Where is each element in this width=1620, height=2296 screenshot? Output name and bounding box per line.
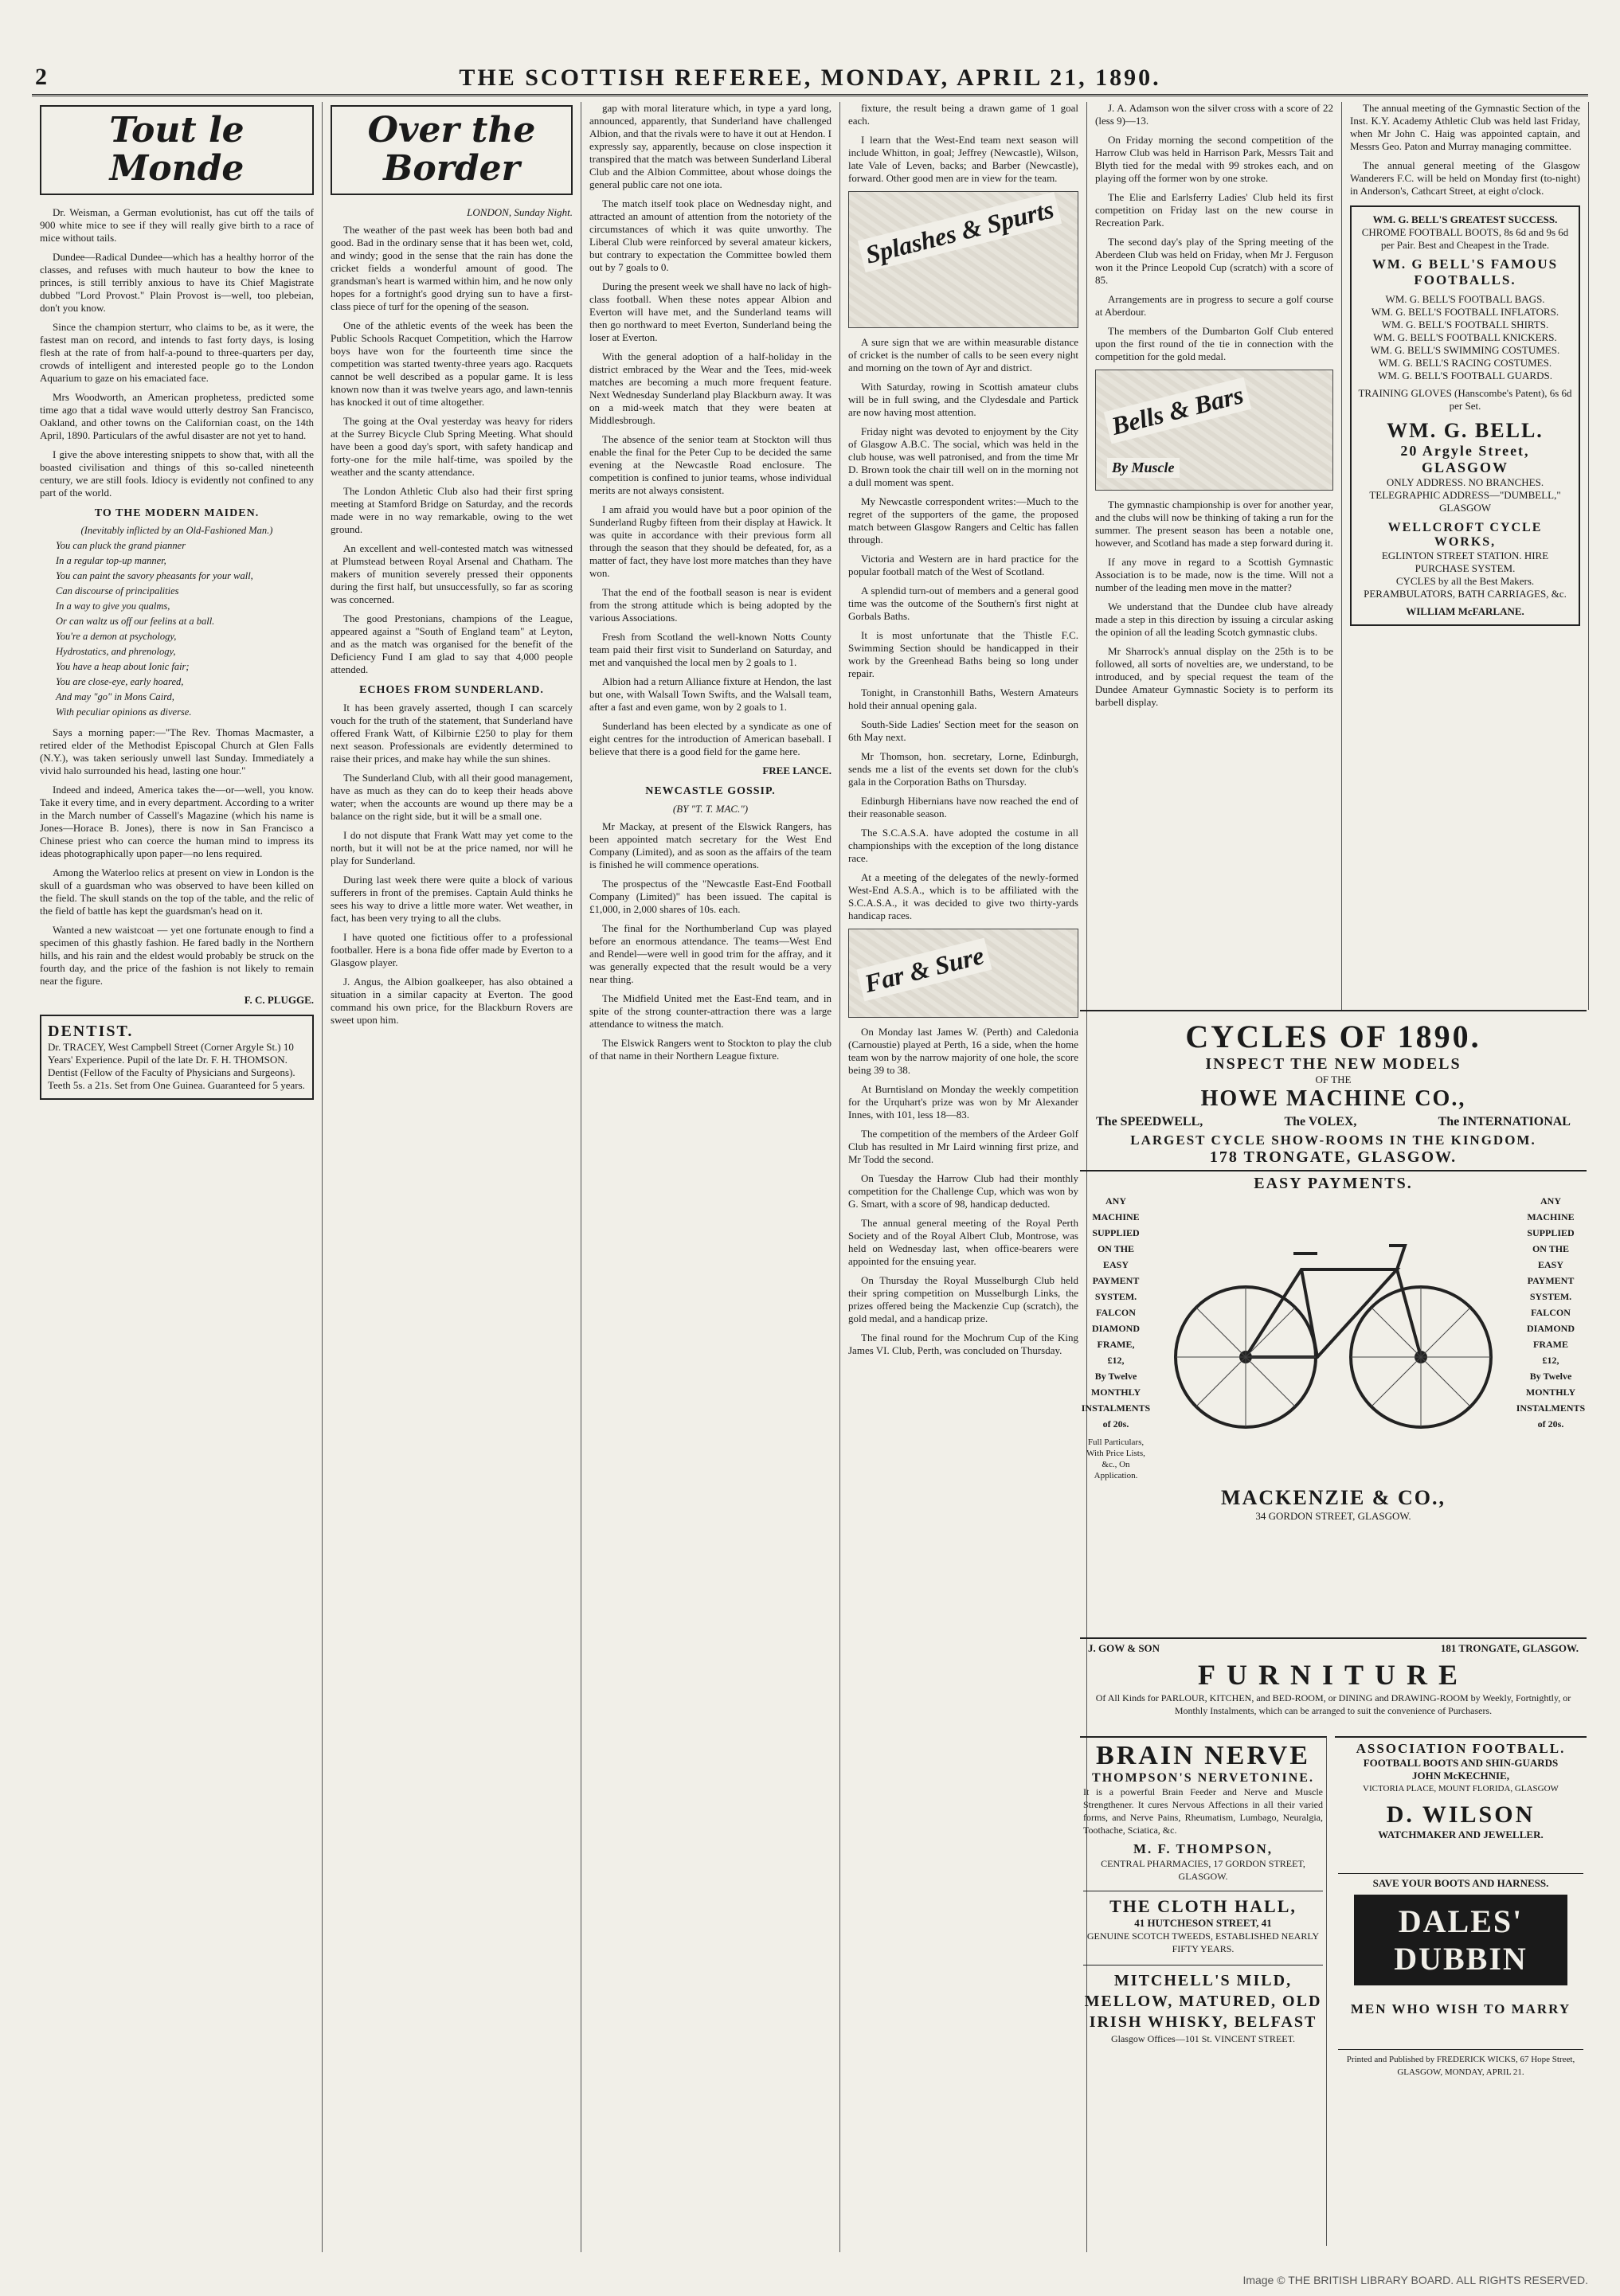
paragraph: Fresh from Scotland the well-known Notts County team paid their first visit to Sunderland on Saturday, and met and vanquished the local men by 2 goals to 1.: [589, 631, 832, 668]
easy-payments-right: [1515, 1193, 1587, 1432]
bell-item: WM. G. BELL'S RACING COSTUMES.: [1378, 357, 1552, 369]
paragraph: Dundee—Radical Dundee—which has a healthy horror of the classes, and refuses with much hauteur to bow the knee to princes, is still terribly anxious to have its Chief Magistrate dubbed "Lord Provost." Plain Provost is—well, too plebeian, don't you know.: [40, 250, 314, 314]
easy-payments-title: EASY PAYMENTS.: [1080, 1170, 1587, 1193]
column-splashes-golf: [840, 102, 1087, 2252]
paragraph: I do not dispute that Frank Watt may yet come to the north, but it will not be at the price named, nor will he play for Sunderland.: [331, 828, 573, 866]
payment-term: £12,: [1107, 1355, 1125, 1366]
paragraph: Says a morning paper:—"The Rev. Thomas Macmaster, a retired elder of the Methodist Episcopal Church at Glen Falls (N.Y.), was taken seriously unwell last Sunday. Immediately a vivid halo surrounded his head, lasting one hour.": [40, 726, 314, 776]
furniture-header-left: J. GOW & SON: [1088, 1642, 1160, 1654]
paragraph: Mr Mackay, at present of the Elswick Rangers, has been appointed match secretary for the West End Company (Limited), and as soon as the affairs of the team is finished he will commence operations.: [589, 820, 832, 870]
payment-term: ON THE: [1532, 1243, 1570, 1254]
payment-term: INSTALMENTS: [1516, 1402, 1586, 1414]
paragraph: At a meeting of the delegates of the newly-formed West-End A.S.A., which is to be affiliated with the S.C.A.S.A., it was decided to give two thirty-yards handicap races.: [848, 871, 1078, 921]
cycles-advert: [1080, 1010, 1587, 1633]
bell-address: 20 Argyle Street, GLASGOW: [1400, 443, 1530, 475]
mcfarlane-name: WILLIAM McFARLANE.: [1406, 605, 1524, 617]
brain-nerve-text: It is a powerful Brain Feeder and Nerve and Muscle Strengthener. It cures Nervous Affections in all their varied forms, and Nerve Pains, Rheumatism, Lumbago, Neuralgia, Toothache, Sciatica, &c.: [1083, 1786, 1323, 1836]
mitchell-offices: Glasgow Offices—101 St. VINCENT STREET.: [1110, 2033, 1296, 2044]
payment-term: SUPPLIED: [1092, 1227, 1140, 1238]
payment-term: PAYMENT: [1092, 1275, 1140, 1286]
paragraph: Mr Thomson, hon. secretary, Lorne, Edinburgh, sends me a list of the events set down for the club's gala in the Corporation Baths on Thursday.: [848, 750, 1078, 788]
paragraph: That the end of the football season is near is evident from the strong attitude which is being adopted by the various Associations.: [589, 586, 832, 624]
paragraph: Albion had a return Alliance fixture at Hendon, the last but one, with Walsall Town Swifts, and the Walsall team, after a fast and even game, won by 2 goals to 1.: [589, 675, 832, 713]
payment-term: SUPPLIED: [1527, 1227, 1575, 1238]
bells-and-bars-illustration: [1095, 370, 1333, 491]
paragraph: One of the athletic events of the week has been the Public Schools Racquet Competition, which the Harrow boys have won for the fourteenth time since the competition was started twenty-three years ago. Racquets cannot be well described as a popular game. It is less known now than it was twelve years ago, and lawn-tennis has knocked it out of time altogether.: [331, 319, 573, 408]
paragraph: The London Athletic Club also had their first spring meeting at Stamford Bridge on Saturday, and the records made were in no way remarkable, owing to the wet ground.: [331, 484, 573, 535]
section-heading-tout-le-monde: Tout le Monde: [40, 105, 314, 195]
paragraph: Dr. Weisman, a German evolutionist, has cut off the tails of 900 white mice to see if they will really give birth to a race of mice without tails.: [40, 205, 314, 244]
paragraph: The annual meeting of the Gymnastic Section of the Inst. K.Y. Academy Athletic Club was held last Friday, when Mr John C. Haig was appointed captain, and Messrs Geo. Paton and Murray managing committee.: [1350, 102, 1580, 152]
paragraph: The Midfield United met the East-End team, and in spite of the strong counter-attraction there was a large attendance to witness the match.: [589, 992, 832, 1030]
full-particulars: Full Particulars, With Price Lists, &c., On Application.: [1086, 1437, 1145, 1480]
paragraph: At Burntisland on Monday the weekly competition for the Urquhart's prize was won by Mr Alexander Innes, with 101, less 18—83.: [848, 1083, 1078, 1121]
paragraph: We understand that the Dundee club have already made a step in this direction by issuing a circular asking the opinion of all the leading Scotch gymnastic clubs.: [1095, 600, 1333, 638]
poem-line: With peculiar opinions as diverse.: [56, 706, 192, 718]
brain-nerve-brand: THOMPSON'S NERVETONINE.: [1092, 1771, 1314, 1785]
bell-item: WM. G. BELL'S SWIMMING COSTUMES.: [1370, 344, 1560, 356]
cloth-hall-text: GENUINE SCOTCH TWEEDS, ESTABLISHED NEARLY FIFTY YEARS.: [1086, 1930, 1320, 1954]
paragraph: The Elswick Rangers went to Stockton to play the club of that name in their Northern League fixture.: [589, 1037, 832, 1062]
wellcroft-works-text: CYCLES by all the Best Makers. PERAMBULATORS, BATH CARRIAGES, &c.: [1364, 575, 1567, 600]
bell-training-gloves: TRAINING GLOVES (Hanscombe's Patent), 6s 6d per Set.: [1358, 387, 1572, 412]
poem-line: In a regular top-up manner,: [56, 554, 166, 566]
cloth-hall-title: THE CLOTH HALL,: [1083, 1891, 1323, 1917]
paragraph: I learn that the West-End team next season will include Whitton, in goal; Jeffrey (Newcastle), Wilson, late Vale of Leven, backs; and Barber (Newcastle), forward. Other good men are in view for the team.: [848, 134, 1078, 184]
paragraph: Sunderland has been elected by a syndicate as one of eight centres for the introduction of American baseball. I believe that there is a good field for the game here.: [589, 720, 832, 757]
paragraph: The S.C.A.S.A. have adopted the costume in all championships with the exception of the long distance race.: [848, 827, 1078, 864]
cycle-model: The INTERNATIONAL: [1438, 1115, 1571, 1128]
paragraph: During the present week we shall have no lack of high-class football. When these notes appear Albion and Everton will have met, and the Sunderland teams will then go northward to meet Everton, Sunderland being the loser at Everton.: [589, 280, 832, 343]
payment-term: SYSTEM.: [1529, 1291, 1572, 1302]
payment-term: MACHINE: [1527, 1211, 1575, 1222]
paragraph: The good Prestonians, champions of the League, appeared against a "South of England team" at Leyton, and as the match was organised for the benefit of the Deficiency Fund I am glad to say that 4,000 people attended.: [331, 612, 573, 675]
bell-advert: [1350, 205, 1580, 626]
paragraph: Victoria and Western are in hard practice for the popular football match of the West of Scotland.: [848, 553, 1078, 577]
column-gymnastics: [1087, 102, 1342, 1010]
poem-subtitle: (Inevitably inflicted by an Old-Fashioned Man.): [80, 524, 273, 536]
dentist-advert: [40, 1015, 314, 1100]
bell-item: WM. G. BELL'S FOOTBALL INFLATORS.: [1371, 306, 1559, 318]
brain-nerve-title: BRAIN NERVE: [1096, 1741, 1310, 1770]
payment-term: PAYMENT: [1527, 1275, 1575, 1286]
paragraph: The final for the Northumberland Cup was played before an enormous attendance. The teams—West End and Rendel—were well in good trim for the affray, and it was generally expected that the result would be a very near thing.: [589, 922, 832, 985]
paragraph: gap with moral literature which, in type a yard long, announced, apparently, that Sunderland have challenged Albion, and that the rivals were to have it out at Hendon. I expressly say, apparently, because on close inspection it transpired that the match was between Sunderland Liberal Club and the Albion Committee, about whose doings the general public care not one iota.: [589, 102, 832, 190]
cycles-maker-address: 34 GORDON STREET, GLASGOW.: [1255, 1510, 1411, 1522]
dateline: LONDON, Sunday Night.: [467, 205, 573, 218]
cloth-hall-address: 41 HUTCHESON STREET, 41: [1134, 1917, 1272, 1929]
association-address: VICTORIA PLACE, MOUNT FLORIDA, GLASGOW: [1363, 1784, 1559, 1793]
paragraph: Tonight, in Cranstonhill Baths, Western Amateurs hold their annual opening gala.: [848, 686, 1078, 711]
paragraph: Among the Waterloo relics at present on view in London is the skull of a guardsman who was observed to have been killed on the field. The skull stands on the top of the table, and the relic of the field of battle has kept the guardsman's head on it.: [40, 866, 314, 917]
bell-item: WM. G. BELL'S FOOTBALL GUARDS.: [1378, 370, 1552, 381]
paragraph: It is most unfortunate that the Thistle F.C. Swimming Section should be handicapped in their work by the Greenhead Baths being so long under repair.: [848, 629, 1078, 679]
cycle-model: The SPEEDWELL,: [1096, 1115, 1203, 1128]
paragraph: The gymnastic championship is over for another year, and the clubs will now be thinking of taking a run for the summer. The present season has been a notable one, however, and Scotland has made a step forward during it.: [1095, 499, 1333, 549]
payment-term: By Twelve: [1094, 1371, 1137, 1382]
paragraph: I am afraid you would have but a poor opinion of the Sunderland Rugby fifteen from their display at Hawick. It was quite in accordance with their previous form all through the season that they should be defeated, for, as a matter of fact, they have lost more matches than they have won.: [589, 503, 832, 579]
paragraph: J. Angus, the Albion goalkeeper, has also obtained a situation in a similar capacity at Everton. The good command his own price, for the Blackburn Rovers are sweet upon him.: [331, 975, 573, 1026]
payment-term: £12,: [1542, 1355, 1559, 1366]
paragraph: Mrs Woodworth, an American prophetess, predicted some time ago that a tidal wave would utterly destroy San Francisco, Oakland, and other towns on the Californian coast, on the 14th April, 1890. Particulars of the awful disaster are not yet to hand.: [40, 390, 314, 441]
paragraph: South-Side Ladies' Section meet for the season on 6th May next.: [848, 718, 1078, 743]
paragraph: I have quoted one fictitious offer to a professional footballer. Here is a bona fide offer made by Everton to a Glasgow player.: [331, 930, 573, 968]
payment-term: ANY: [1540, 1195, 1561, 1207]
newspaper-title: THE SCOTTISH REFEREE, MONDAY, APRIL 21, 1890.: [459, 65, 1161, 91]
poem-line: You have a heap about Ionic fair;: [56, 660, 190, 672]
lower-middle-adverts: [1080, 1736, 1327, 2246]
wellcroft-works: WELLCROFT CYCLE WORKS,: [1387, 521, 1543, 549]
paragraph: The weather of the past week has been both bad and good. Bad in the ordinary sense that it has been wet, cold, and windy; good in the sense that the rain has done the cricket fields a wonderful amount of good. The grandsman's heart is warmed within him, and he now only hopes for a fortnight's good drying sun to have a first-class piece of turf for the opening of the season.: [331, 223, 573, 312]
payment-term: ANY: [1105, 1195, 1126, 1207]
dales-dubbin-logo: DALES' DUBBIN: [1354, 1895, 1567, 1985]
payment-term: EASY: [1537, 1259, 1563, 1270]
dentist-advert-text: Dr. TRACEY, West Campbell Street (Corner Argyle St.) 10 Years' Experience. Pupil of the late Dr. F. H. THOMSON. Dentist (Fellow of the Faculty of Physicians and Surgeons). Teeth 5s. a 21s. Set from One Guinea. Guaranteed for 5 years.: [48, 1040, 305, 1091]
dentist-advert-title: DENTIST.: [48, 1022, 134, 1040]
poem-line: In a way to give you qualms,: [56, 600, 170, 612]
payment-term: DIAMOND: [1092, 1323, 1140, 1334]
payment-term: SYSTEM.: [1094, 1291, 1137, 1302]
bicycle-icon: [1166, 1198, 1501, 1437]
paragraph: The match itself took place on Wednesday night, and attracted an amount of attention from the notoriety of the circumstances of which it was quite unworthy. The Liberal Club were reinforced by several amateur kickers, but contrary to expectation the Committee bowled them out by 7 goals to 0.: [589, 198, 832, 273]
paragraph: The second day's play of the Spring meeting of the Aberdeen Club was held on Friday, when Mr J. Ferguson won it the Prince Leopold Cup (scratch) with a score of 85.: [1095, 236, 1333, 286]
cycles-showrooms: LARGEST CYCLE SHOW-ROOMS IN THE KINGDOM.: [1130, 1132, 1536, 1148]
paragraph: fixture, the result being a drawn game of 1 goal each.: [848, 102, 1078, 127]
paragraph: The Elie and Earlsferry Ladies' Club held its first competition on Friday last on the new course in Recreation Park.: [1095, 191, 1333, 229]
paragraph: A sure sign that we are within measurable distance of cricket is the number of calls to be seen every night and morning on the town of Ayr and district.: [848, 336, 1078, 374]
bell-name: WM. G. BELL.: [1387, 419, 1544, 442]
paragraph: With Saturday, rowing in Scottish amateur clubs will be in full swing, and the Clydesdale and Partick are now having most attention.: [848, 381, 1078, 418]
lower-right-adverts: [1335, 1736, 1587, 2246]
column-over-the-border: [323, 102, 581, 2252]
paragraph: The annual general meeting of the Royal Perth Society and of the Royal Albert Club, Montrose, was held on Wednesday last, when office-bearers were appointed for the ensuing year.: [848, 1217, 1078, 1267]
paragraph: It has been gravely asserted, though I can scarcely vouch for the truth of the statement, that Sunderland have offered Frank Watt, of Kilbirnie £250 to play for them next season. Professionals are evidently determined to raise their prices, and make hay while the sun shines.: [331, 701, 573, 765]
paragraph: J. A. Adamson won the silver cross with a score of 22 (less 9)—13.: [1095, 102, 1333, 127]
brain-nerve-maker: M. F. THOMPSON,: [1133, 1841, 1273, 1856]
bell-item: WM. G. BELL'S FOOTBALL KNICKERS.: [1373, 331, 1557, 343]
bell-advert-subtitle: CHROME FOOTBALL BOOTS, 8s 6d and 9s 6d per Pair. Best and Cheapest in the Trade.: [1361, 226, 1569, 251]
far-and-sure-illustration: [848, 929, 1078, 1018]
illustration-title: Splashes & Spurts: [858, 192, 1062, 272]
payment-term: of 20s.: [1102, 1418, 1129, 1430]
payment-term: MONTHLY: [1090, 1387, 1141, 1398]
cycles-title: CYCLES OF 1890.: [1185, 1019, 1481, 1054]
payment-term: FRAME,: [1097, 1339, 1135, 1350]
paragraph: My Newcastle correspondent writes:—Much to the regret of the supporters of the game, the proposed match between Glasgow Rangers and Celtic has fallen through.: [848, 495, 1078, 546]
furniture-header-right: 181 TRONGATE, GLASGOW.: [1440, 1642, 1579, 1654]
paragraph: The absence of the senior team at Stockton will thus enable the final for the Peter Cup to be decided the same evening at the Newcastle Road enclosure. The competition is confined to junior teams, whose individual merits are not always consistent.: [589, 433, 832, 496]
easy-payments-left: [1080, 1193, 1152, 1481]
author-signature: FREE LANCE.: [762, 765, 832, 776]
paragraph: The members of the Dumbarton Golf Club entered upon the first round of the tie in connection with the competition for the gold medal.: [1095, 325, 1333, 362]
splashes-spurts-illustration: [848, 191, 1078, 328]
bell-address-sub: ONLY ADDRESS. NO BRANCHES.: [1386, 476, 1544, 488]
brain-nerve-maker-sub: CENTRAL PHARMACIES, 17 GORDON STREET, GLASGOW.: [1101, 1858, 1305, 1882]
paragraph: Arrangements are in progress to secure a golf course at Aberdour.: [1095, 293, 1333, 318]
cycles-of-the: OF THE: [1315, 1074, 1352, 1085]
paragraph: A splendid turn-out of members and a general good time was the outcome of the Southern's first night at Gorbals Baths.: [848, 585, 1078, 622]
bell-telegraphic: TELEGRAPHIC ADDRESS—"DUMBELL," GLASGOW: [1369, 489, 1561, 514]
wilson-trade: WATCHMAKER AND JEWELLER.: [1378, 1829, 1544, 1840]
paragraph: On Tuesday the Harrow Club had their monthly competition for the Challenge Cup, which was won by G. Smart, with a score of 98, handicap deducted.: [848, 1172, 1078, 1210]
poem-line: You can pluck the grand pianner: [56, 539, 186, 551]
cycles-maker: MACKENZIE & CO.,: [1221, 1486, 1446, 1509]
furniture-advert: [1080, 1637, 1587, 1727]
paragraph: Friday night was devoted to enjoyment by the City of Glasgow A.B.C. The social, which was held in the club house, was well patronised, and from the time Mr D. Brown took the chair till well on in the morning not a dull moment was spent.: [848, 425, 1078, 488]
furniture-text: Of All Kinds for PARLOUR, KITCHEN, and BED-ROOM, or DINING and DRAWING-ROOM by Weekly, Fortnightly, or Monthly Instalments, which can be arranged to suit the convenience of Purchasers.: [1095, 1692, 1571, 1716]
illustration-title: Far & Sure: [856, 938, 992, 1002]
bell-famous-footballs: WM. G BELL'S FAMOUS FOOTBALLS.: [1372, 256, 1559, 287]
sub-byline: (BY "T. T. MAC."): [672, 803, 749, 815]
column-tout-le-monde: [32, 102, 323, 2252]
bell-item: WM. G. BELL'S FOOTBALL BAGS.: [1385, 293, 1545, 305]
payment-term: FRAME: [1533, 1339, 1568, 1350]
bell-item: WM. G. BELL'S FOOTBALL SHIRTS.: [1381, 319, 1549, 331]
cycles-inspect: INSPECT THE NEW MODELS: [1205, 1055, 1462, 1073]
association-name: JOHN McKECHNIE,: [1411, 1770, 1510, 1782]
payment-term: EASY: [1102, 1259, 1129, 1270]
illustration-byline: By Muscle: [1107, 458, 1180, 478]
paragraph: With the general adoption of a half-holiday in the district embraced by the Wear and the Tees, mid-week matches are becoming a much more frequent feature. Next Wednesday Sunderland play Blackburn away. It was on a mid-week match that they were beaten at Middlesbrough.: [589, 350, 832, 426]
author-signature: F. C. PLUGGE.: [244, 993, 314, 1006]
image-credit: Image © THE BRITISH LIBRARY BOARD. ALL RIGHTS RESERVED.: [1242, 2274, 1588, 2286]
cycles-company: HOWE MACHINE CO.,: [1200, 1086, 1466, 1111]
column-sunderland-newcastle: [581, 102, 840, 2252]
paragraph: If any move in regard to a Scottish Gymnastic Association is to be made, now is the time. Will not a number of the leading men move in the matter?: [1095, 556, 1333, 593]
wellcroft-works-sub: EGLINTON STREET STATION. HIRE PURCHASE SYSTEM.: [1381, 550, 1549, 574]
poem-title: TO THE MODERN MAIDEN.: [94, 507, 260, 519]
poem-line: You're a demon at psychology,: [56, 630, 177, 642]
paragraph: The going at the Oval yesterday was heavy for riders at the Surrey Bicycle Club Spring Meeting. What should have been a good day's sport, with safety handicap and forty-one for the mile half-time, was spoiled by the weather and the scanty attendance.: [331, 414, 573, 478]
payment-term: DIAMOND: [1527, 1323, 1575, 1334]
sub-heading-newcastle: NEWCASTLE GOSSIP.: [645, 785, 776, 797]
paragraph: The final round for the Mochrum Cup of the King James VI. Club, Perth, was concluded on Thursday.: [848, 1332, 1078, 1356]
column-bell-adverts: [1342, 102, 1589, 1010]
paragraph: Mr Sharrock's annual display on the 25th is to be followed, all sorts of novelties are, we understand, to be introduced, and by special request the team of the Dundee Amateur Gymnastic Society is to perform its barbell display.: [1095, 645, 1333, 708]
printer-imprint: Printed and Published by FREDERICK WICKS, 67 Hope Street, GLASGOW, MONDAY, APRIL 21.: [1338, 2049, 1583, 2079]
sub-heading-sunderland: ECHOES FROM SUNDERLAND.: [359, 683, 544, 696]
save-boots: SAVE YOUR BOOTS AND HARNESS.: [1338, 1873, 1583, 1890]
cycles-address: 178 TRONGATE, GLASGOW.: [1209, 1148, 1458, 1166]
paragraph: The prospectus of the "Newcastle East-End Football Company (Limited)" has been issued. The capital is £1,000, in 2,000 shares of 10s. each.: [589, 878, 832, 915]
illustration-title: Bells & Bars: [1104, 377, 1251, 444]
mitchell-whisky: MITCHELL'S MILD, MELLOW, MATURED, OLD IRISH WHISKY, BELFAST: [1083, 1965, 1323, 2032]
poem-line: And may "go" in Mons Caird,: [56, 690, 174, 702]
poem-line: Or can waltz us off our feelins at a ball.: [56, 615, 215, 627]
poem-line: You are close-eye, early hoared,: [56, 675, 184, 687]
bell-advert-title: WM. G. BELL'S GREATEST SUCCESS.: [1372, 213, 1558, 225]
wilson-name: D. WILSON: [1386, 1801, 1536, 1828]
paragraph: Edinburgh Hibernians have now reached the end of their reasonable season.: [848, 795, 1078, 819]
association-sub: FOOTBALL BOOTS AND SHIN-GUARDS: [1363, 1757, 1559, 1769]
cycle-model: The VOLEX,: [1284, 1115, 1357, 1128]
paragraph: Wanted a new waistcoat — yet one fortunate enough to find a specimen of this ghastly fashion. He fared badly in the Northern hills, and his rain and the eldest would probably be struck on the fourth day, and the price of the fashion is not likely to remain near the figure.: [40, 923, 314, 987]
paragraph: Since the champion sterturr, who claims to be, as it were, the fastest man on record, and intends to fast forty days, is losing flesh at the rate of from half-a-pound to three-quarters per day, crowds of intelligent and interested people go to the London Aquarium to gaze on his emaciated face.: [40, 320, 314, 384]
men-who-wish-to-marry: MEN WHO WISH TO MARRY: [1350, 2001, 1571, 2016]
paragraph: An excellent and well-contested match was witnessed at Plumstead between Royal Arsenal and Chatham. The makers of munition severely pressed their opponents during the first half, but unsuccessfully, so far as scoring was concerned.: [331, 542, 573, 605]
poem-line: Can discourse of principalities: [56, 585, 179, 596]
paragraph: The annual general meeting of the Glasgow Wanderers F.C. will be held on Monday first (to-night) in Anderson's, Cathcart Street, at eight o'clock.: [1350, 159, 1580, 197]
furniture-title: FURNITURE: [1197, 1659, 1469, 1691]
paragraph: On Thursday the Royal Musselburgh Club held their spring competition on Musselburgh Links, the prizes offered being the Mackenzie Cup (scratch), the gold medal, and a handicap prize.: [848, 1274, 1078, 1324]
payment-term: ON THE: [1097, 1243, 1135, 1254]
page-number: 2: [35, 64, 47, 90]
payment-term: INSTALMENTS: [1081, 1402, 1151, 1414]
paragraph: On Monday last James W. (Perth) and Caledonia (Carnoustie) played at Perth, 16 a side, when the home team won by the narrow majority of one hole, the score being 39 to 38.: [848, 1026, 1078, 1076]
paragraph: Indeed and indeed, America takes the—or—well, you know. Take it every time, and in every department. According to a writer in the March number of Cassell's Magazine (which his name is Jones—Horace B. Jones), there is now in San Francisco a Chinese priest who can coerce the human mind to impress its ideas photographically upon paper—no lens required.: [40, 783, 314, 859]
payment-term: FALCON: [1531, 1307, 1571, 1318]
poem-line: Hydrostatics, and phrenology,: [56, 645, 176, 657]
payment-term: By Twelve: [1529, 1371, 1572, 1382]
section-heading-over-the-border: Over the Border: [331, 105, 573, 195]
poem-line: You can paint the savory pheasants for your wall,: [56, 569, 253, 581]
paragraph: On Friday morning the second competition of the Harrow Club was held in Harrison Park, Messrs Tait and Blyth tied for the medal with 99 strokes each, and on playing off the former won by one stroke.: [1095, 134, 1333, 184]
association-title: ASSOCIATION FOOTBALL.: [1356, 1741, 1566, 1756]
paragraph: The Sunderland Club, with all their good management, have as much as they can do to keep their heads above water; when the accounts are wound up there may be a balance on the right side, but it will be a small one.: [331, 771, 573, 822]
paragraph: I give the above interesting snippets to show that, with all the boasted civilisation and things of this so-called nineteenth century, we are still fools. Idiocy is evidently not confined to any part of the world.: [40, 448, 314, 499]
payment-term: FALCON: [1096, 1307, 1136, 1318]
paragraph: The competition of the members of the Ardeer Golf Club has resulted in Mr Laird winning first prize, and Mr Todd the second.: [848, 1128, 1078, 1165]
masthead: [32, 62, 1588, 96]
paragraph: During last week there were quite a block of various sufferers in front of the premises. Captain Auld thinks he sees his way to drive a little more water. Wet weather, in fact, has been very trying to all the clubs.: [331, 873, 573, 924]
payment-term: MONTHLY: [1525, 1387, 1576, 1398]
payment-term: of 20s.: [1537, 1418, 1564, 1430]
payment-term: MACHINE: [1092, 1211, 1140, 1222]
